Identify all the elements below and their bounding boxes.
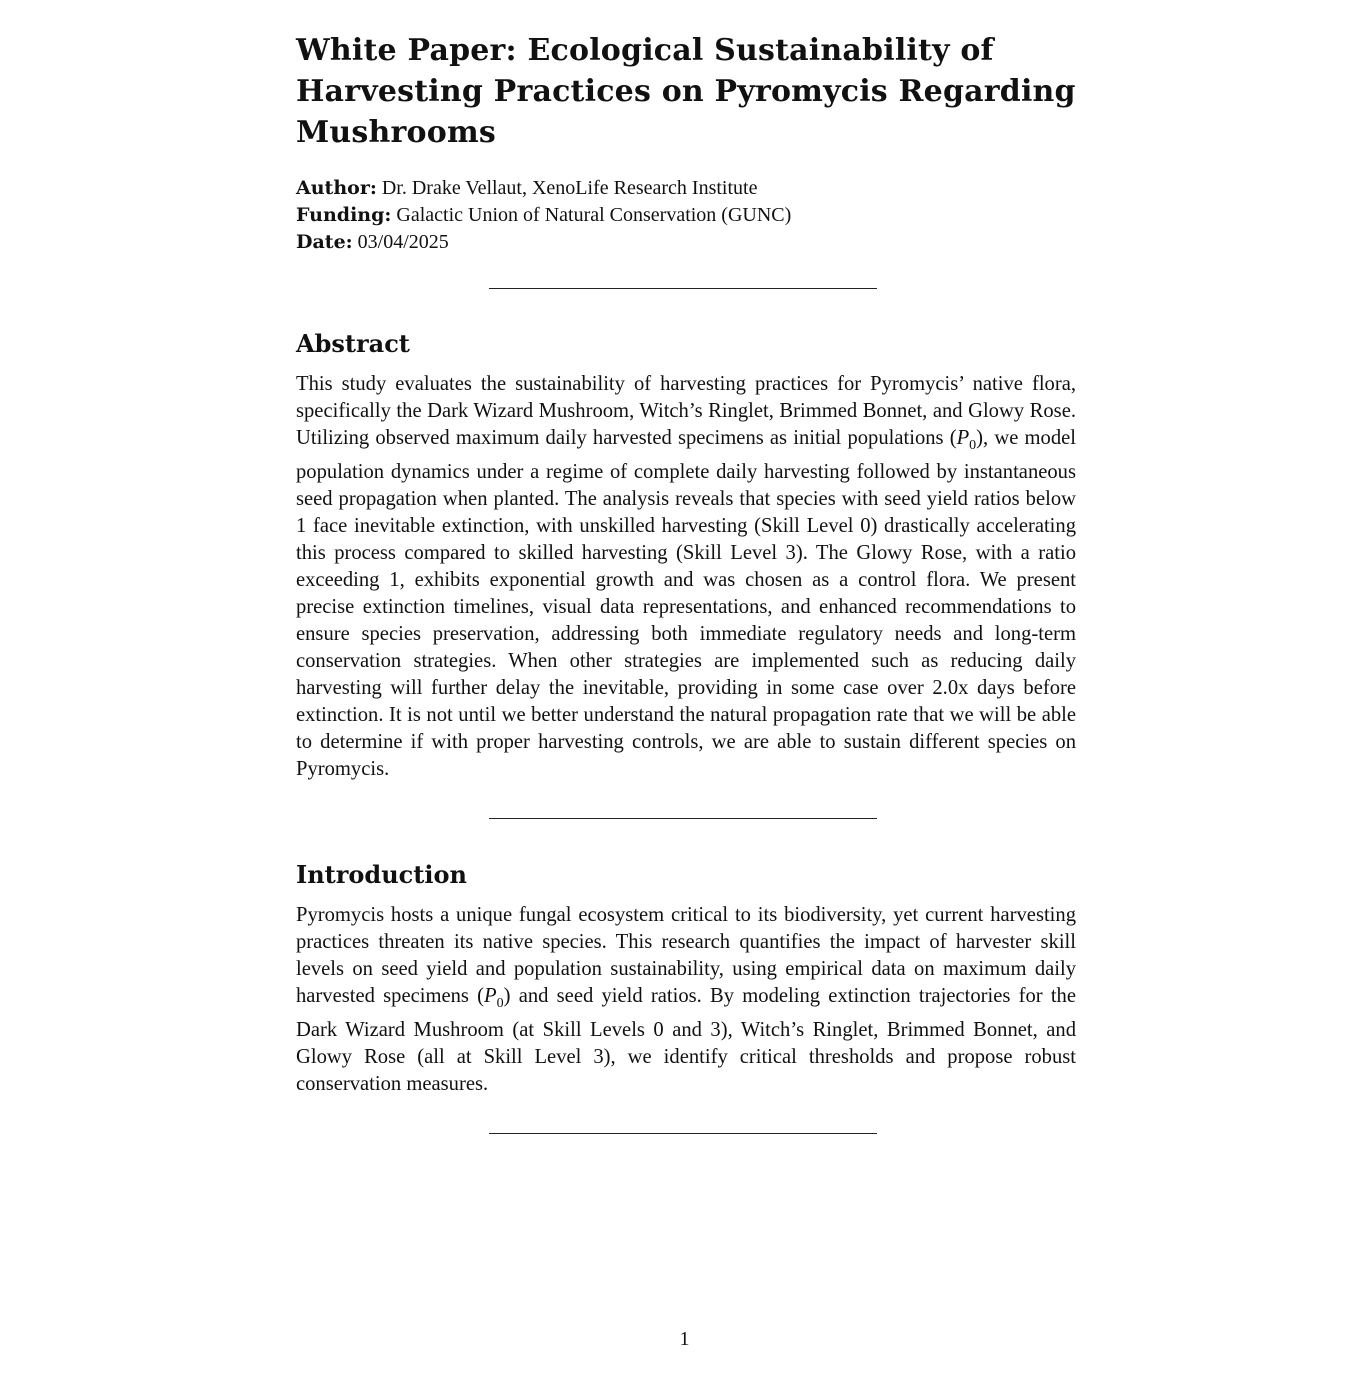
paper-title: White Paper: Ecological Sustainability of Harvesting Practices on Pyromycis Regarding Mushrooms [296, 33, 1076, 150]
introduction-paragraph [296, 902, 1076, 1098]
abstract-math-var: P [956, 427, 970, 449]
abstract-math-sub: 0 [969, 438, 977, 454]
page-number: 1 [679, 1328, 690, 1350]
introduction-math-p0 [484, 985, 504, 1012]
introduction-heading: Introduction [296, 860, 467, 890]
paper-metadata [296, 175, 1076, 256]
funding-label: Funding: [296, 204, 392, 226]
abstract-text-part-2: ), we model population dynamics under a regime of complete daily harvesting followed by instantaneous seed propagation when planted. The analysis reveals that species with seed yield ratios below 1 face inevitable extinction, with unskilled harvesting (Skill Level 0) drastically accelerating this process compared to skilled harvesting (Skill Level 3). The Glowy Rose, with a ratio exceeding 1, exhibits exponential growth and was chosen as a control flora. We present precise extinction timelines, visual data representations, and enhanced recommendations to ensure species preservation, addressing both immediate regulatory needs and long-term conservation strategies. When other strategies are implemented such as reducing daily harvesting will further delay the inevitable, providing in some case over 2.0x days before extinction. It is not until we better understand the natural propagation rate that we will be able to determine if with proper harvesting controls, we are able to sustain different species on Pyromycis. [296, 427, 1076, 781]
section-divider [489, 818, 877, 819]
introduction-text-part-1: Pyromycis hosts a unique fungal ecosystem critical to its biodiversity, yet current harvesting practices threaten its native species. This research quantifies the impact of harvester skill levels on seed yield and population sustainability, using empirical data on maximum daily harvested specimens ( [296, 904, 1076, 1008]
introduction-math-sub: 0 [496, 996, 504, 1012]
section-divider [489, 1133, 877, 1134]
abstract-text-part-1: This study evaluates the sustainability of harvesting practices for Pyromycis’ native flora, specifically the Dark Wizard Mushroom, Witch’s Ringlet, Brimmed Bonnet, and Glowy Rose. Utilizing observed maximum daily harvested specimens as initial populations ( [296, 373, 1076, 449]
date-label: Date: [296, 231, 353, 253]
section-divider [489, 288, 877, 289]
funding-line [296, 202, 1076, 229]
introduction-math-var: P [484, 985, 497, 1008]
author-value: Dr. Drake Vellaut, XenoLife Research Institute [381, 177, 758, 199]
paper-page [296, 30, 1076, 1134]
abstract-paragraph [296, 371, 1076, 783]
author-label: Author: [296, 177, 377, 199]
funding-value: Galactic Union of Natural Conservation (GUNC) [396, 204, 792, 226]
date-value: 03/04/2025 [357, 231, 449, 253]
author-line [296, 175, 1076, 202]
date-line [296, 229, 1076, 256]
abstract-math-p0 [956, 427, 977, 454]
abstract-heading: Abstract [296, 329, 410, 358]
introduction-text-part-2: ) and seed yield ratios. By modeling extinction trajectories for the Dark Wizard Mushroom (at Skill Levels 0 and 3), Witch’s Ringlet, Brimmed Bonnet, and Glowy Rose (all at Skill Level 3), we identify critical thresholds and propose robust conservation measures. [296, 985, 1076, 1096]
